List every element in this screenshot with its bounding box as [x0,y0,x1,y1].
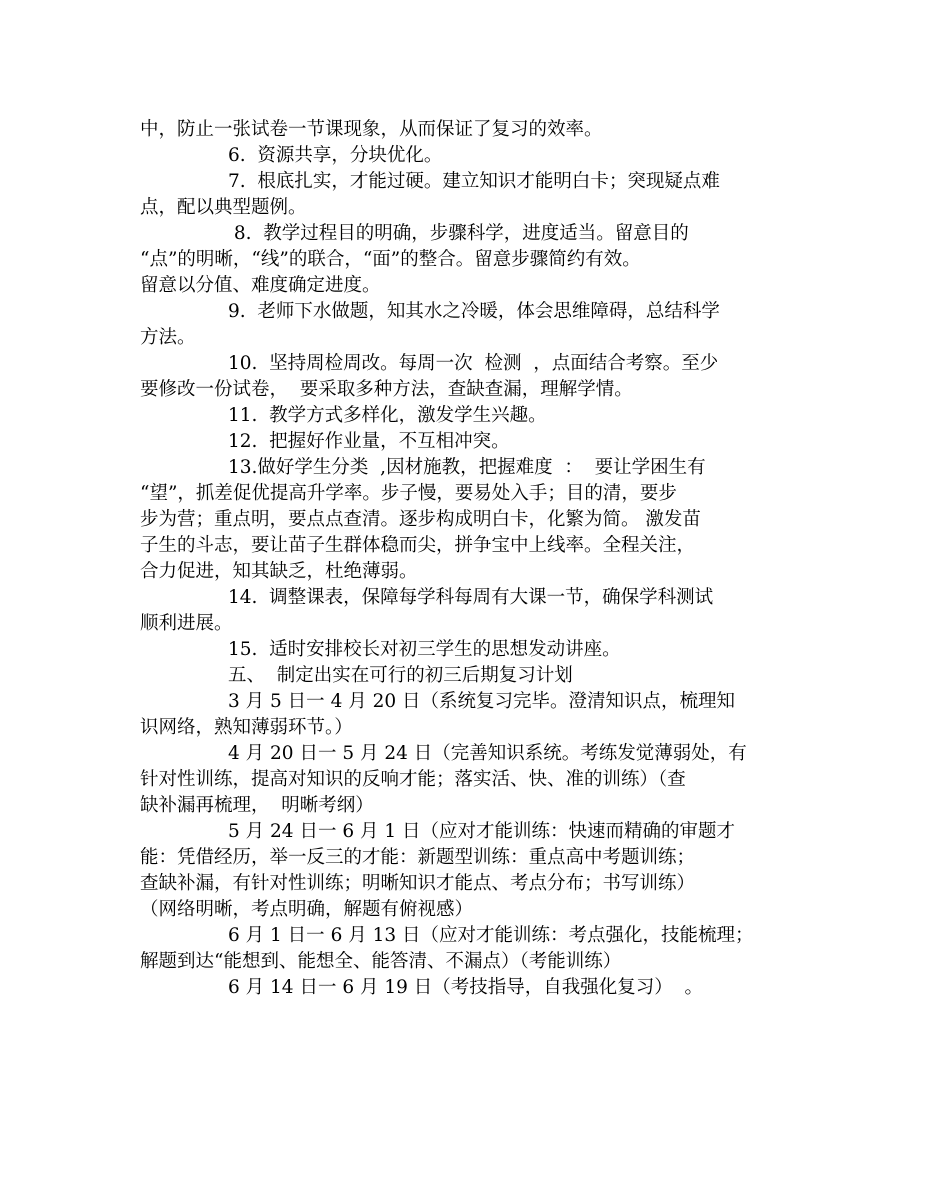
paragraph [140,455,816,585]
text-line: “望”，抓差促优提高升学率。步子慢，要易处入手；目的清，要步 [140,483,677,504]
paragraph [140,403,816,429]
text-line: 6. 资源共享，分块优化。 [228,145,443,166]
text-line: 8. 教学过程目的明确，步骤科学，进度适当。留意目的 [228,223,689,244]
text-line: 顺利进展。 [140,613,233,634]
text-line: 10. 坚持周检周改。每周一次 检测 ，点面结合考察。至少 [228,353,719,374]
text-line: 要修改一份试卷， 要采取多种方法，查缺查漏，理解学情。 [140,379,633,400]
paragraph [140,741,816,819]
text-line: 方法。 [140,327,196,348]
paragraph [140,299,816,351]
text-line: 针对性训练，提高对知识的反响才能；落实活、快、准的训练）（查 [140,769,686,790]
paragraph [140,351,816,403]
paragraph [140,585,816,637]
paragraph [140,637,816,663]
text-line: 能：凭借经历，举一反三的才能：新题型训练：重点高中考题训练； [140,847,696,868]
text-line: 5 月 24 日一 6 月 1 日（应对才能训练：快速而精确的审题才 [228,821,736,842]
text-line: 中，防止一张试卷一节课现象，从而保证了复习的效率。 [140,119,603,140]
paragraph [140,923,816,975]
paragraph [140,975,816,1001]
text-line: 4 月 20 日一 5 月 24 日（完善知识系统。考练发觉薄弱处，有 [228,743,747,764]
text-line: 7. 根底扎实，才能过硬。建立知识才能明白卡；突现疑点难 [228,171,720,192]
text-line: 14. 调整课表，保障每学科每周有大课一节，确保学科测试 [228,587,714,608]
text-line: 13.做好学生分类 ,因材施教，把握难度 ： 要让学困生有 [228,457,706,478]
paragraph [140,169,816,221]
paragraph [140,117,816,143]
text-line: 9. 老师下水做题，知其水之冷暖，体会思维障碍，总结科学 [228,301,720,322]
paragraph [140,663,816,689]
paragraph [140,429,816,455]
text-line: 点，配以典型题例。 [140,197,307,218]
text-line: 合力促进，知其缺乏，杜绝薄弱。 [140,561,418,582]
text-line: （网络明晰，考点明确，解题有俯视感） [140,899,474,920]
text-line: 解题到达“能想到、能想全、能答清、不漏点）（考能训练） [140,951,622,972]
text-line: 6 月 1 日一 6 月 13 日（应对才能训练：考点强化，技能梳理； [228,925,754,946]
text-line: 12. 把握好作业量，不互相冲突。 [228,431,510,452]
document-page [140,117,816,1001]
paragraph [140,143,816,169]
text-line: 五、 制定出实在可行的初三后期复习计划 [228,665,573,686]
text-line: 子生的斗志，要让苗子生群体稳而尖，拼争宝中上线率。全程关注， [140,535,696,556]
text-line: 11. 教学方式多样化，激发学生兴趣。 [228,405,547,426]
text-line: 缺补漏再梳理， 明晰考纲） [140,795,374,816]
text-line: 6 月 14 日一 6 月 19 日（考技指导，自我强化复习） 。 [228,977,704,998]
text-line: 步为营；重点明，要点点查清。逐步构成明白卡，化繁为简。 激发苗 [140,509,701,530]
text-line: 查缺补漏，有针对性训练；明晰知识才能点、考点分布；书写训练） [140,873,696,894]
paragraph [140,689,816,741]
paragraph [140,819,816,923]
paragraph [140,221,816,299]
text-line: “点”的明晰，“线”的联合，“面”的整合。留意步骤简约有效。 [140,249,641,270]
text-line: 留意以分值、难度确定进度。 [140,275,381,296]
text-line: 15. 适时安排校长对初三学生的思想发动讲座。 [228,639,621,660]
text-line: 3 月 5 日一 4 月 20 日（系统复习完毕。澄清知识点，梳理知 [228,691,736,712]
text-line: 识网络，熟知薄弱环节。） [140,717,353,738]
